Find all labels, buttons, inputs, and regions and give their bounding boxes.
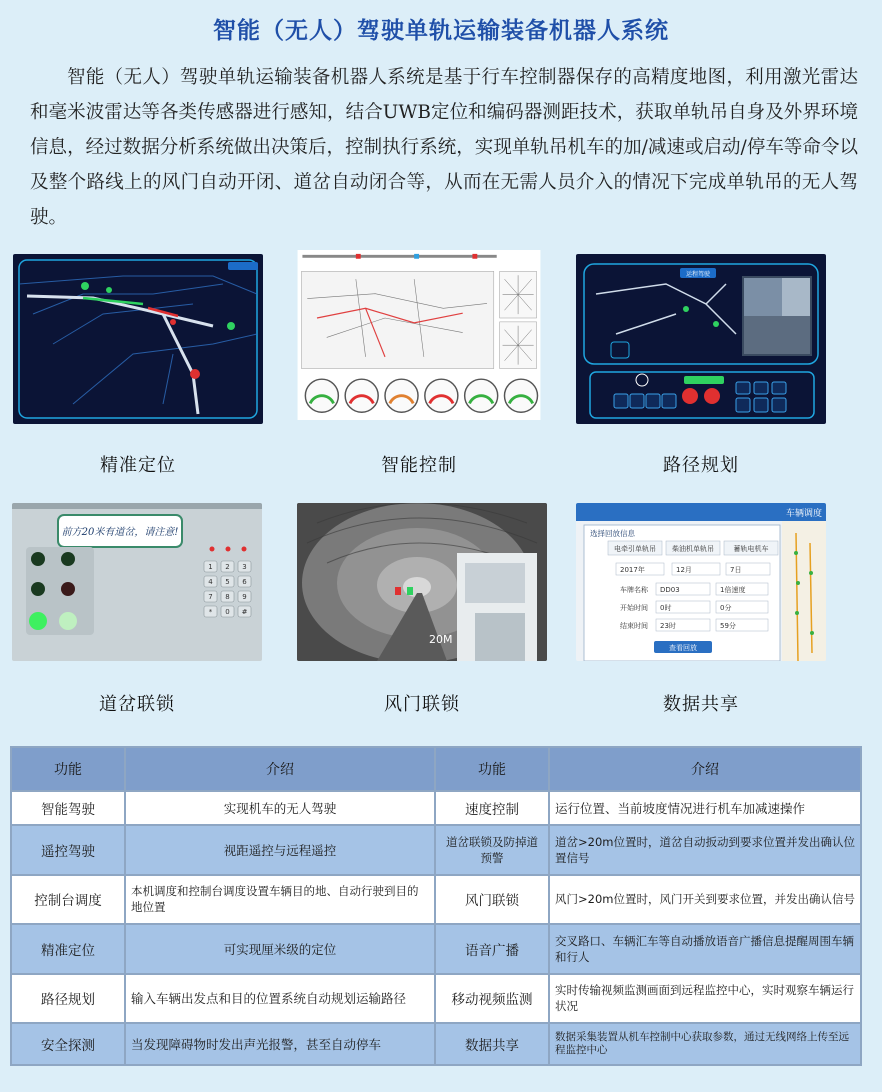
field-value[interactable]: 23时 [660, 622, 676, 630]
function-desc: 可实现厘米级的定位 [125, 924, 435, 974]
key-label: 1 [208, 563, 213, 571]
function-desc: 视距遥控与远程遥控 [125, 825, 435, 875]
key-label: # [241, 608, 248, 616]
figure-caption: 风门联锁 [384, 694, 460, 715]
field-label: 结束时间 [620, 622, 648, 630]
figure-path-planning [576, 254, 826, 424]
tunnel-image [297, 503, 547, 661]
path-planning-image [576, 254, 826, 424]
data-sharing-image [576, 503, 826, 661]
day-select[interactable]: 7日 [730, 566, 742, 574]
data-header-text: 车辆调度 [785, 509, 822, 519]
figure-caption: 数据共享 [663, 694, 739, 715]
figure-switch-interlock [12, 503, 262, 661]
function-desc: 运行位置、当前坡度情况进行机车加减速操作 [549, 791, 861, 825]
key-label: 5 [225, 578, 230, 586]
function-name: 道岔联锁及防掉道预警 [435, 825, 549, 875]
figure-precise-positioning [13, 254, 263, 424]
figure-caption: 精准定位 [100, 455, 176, 476]
table-row [11, 791, 861, 825]
function-desc: 道岔>20m位置时，道岔自动扳动到要求位置并发出确认位置信号 [549, 825, 861, 875]
playback-button[interactable]: 查看回放 [669, 644, 697, 652]
function-desc: 风门>20m位置时，风门开关到要求位置，并发出确认信号 [549, 875, 861, 925]
month-select[interactable]: 12月 [676, 566, 692, 574]
table-header-row [11, 747, 861, 791]
header-function: 功能 [435, 747, 549, 791]
key-label: * [208, 608, 213, 616]
table-row [11, 924, 861, 974]
function-name: 遥控驾驶 [11, 825, 125, 875]
key-label: 8 [225, 593, 230, 601]
dialog-tab[interactable]: 电牵引单轨吊 [614, 545, 656, 553]
control-dashboard-image [294, 250, 544, 420]
switch-warning-text: 前方20米有道岔，请注意! [61, 527, 179, 538]
positioning-map-image [13, 254, 263, 424]
field-extra[interactable]: 1倍速度 [720, 586, 746, 594]
function-name: 语音广播 [435, 924, 549, 974]
distance-label: 20M [429, 633, 453, 646]
function-desc: 本机调度和控制台调度设置车辆目的地、自动行驶到目的地位置 [125, 875, 435, 925]
table-row [11, 974, 861, 1024]
header-function: 功能 [11, 747, 125, 791]
dialog-title: 选择回放信息 [590, 529, 635, 538]
header-intro: 介绍 [549, 747, 861, 791]
dialog-tab[interactable]: 柴油机单轨吊 [672, 545, 714, 553]
header-intro: 介绍 [125, 747, 435, 791]
function-name: 速度控制 [435, 791, 549, 825]
field-extra[interactable]: 0分 [720, 604, 732, 612]
key-label: 3 [242, 563, 247, 571]
intro-paragraph: 智能（无人）驾驶单轨运输装备机器人系统是基于行车控制器保存的高精度地图，利用激光雷达和毫米波雷达等各类传感器进行感知，结合UWB定位和编码器测距技术，获取单轨吊自身及外界环境信息，经过数据分析系统做出决策后，控制执行系统，实现单轨吊机车的加/减速或启动/停车等命令以及整个路线上的风门自动开闭、道岔自动闭合等，从而在无需人员介入的情况下完成单轨吊的无人驾驶。 [30, 67, 858, 228]
figure-caption: 道岔联锁 [99, 694, 175, 715]
function-table [10, 746, 862, 1066]
path-header-text: 运程驾驶 [685, 271, 711, 278]
function-desc: 交叉路口、车辆汇车等自动播放语音广播信息提醒周围车辆和行人 [549, 924, 861, 974]
function-desc: 实时传输视频监测画面到远程监控中心，实时观察车辆运行状况 [549, 974, 861, 1024]
dialog-tab[interactable]: 蓄轨电机车 [733, 545, 769, 553]
function-name: 精准定位 [11, 924, 125, 974]
field-value[interactable]: 0时 [660, 604, 672, 612]
figure-data-sharing [576, 503, 826, 661]
key-label: 6 [242, 578, 247, 586]
function-desc: 输入车辆出发点和目的位置系统自动规划运输路径 [125, 974, 435, 1024]
field-label: 车牌名称 [620, 586, 648, 594]
function-name: 路径规划 [11, 974, 125, 1024]
function-name: 智能驾驶 [11, 791, 125, 825]
function-name: 风门联锁 [435, 875, 549, 925]
year-select[interactable]: 2017年 [620, 566, 645, 574]
function-name: 数据共享 [435, 1023, 549, 1065]
field-value[interactable]: DD03 [660, 586, 680, 594]
field-label: 开始时间 [620, 604, 648, 612]
table-row [11, 1023, 861, 1065]
function-name: 移动视频监测 [435, 974, 549, 1024]
field-extra[interactable]: 59分 [720, 622, 736, 630]
page-title: 智能（无人）驾驶单轨运输装备机器人系统 [213, 18, 669, 44]
table-row [11, 875, 861, 925]
key-label: 7 [208, 593, 213, 601]
function-name: 安全探测 [11, 1023, 125, 1065]
function-desc: 当发现障碍物时发出声光报警，甚至自动停车 [125, 1023, 435, 1065]
table-row [11, 825, 861, 875]
switch-panel-image [12, 503, 262, 661]
function-desc: 数据采集装置从机车控制中心获取参数，通过无线网络上传至远程监控中心 [549, 1023, 861, 1065]
key-label: 0 [225, 608, 230, 616]
key-label: 4 [208, 578, 213, 586]
function-name: 控制台调度 [11, 875, 125, 925]
figure-caption: 智能控制 [381, 455, 457, 476]
figure-caption: 路径规划 [663, 455, 739, 476]
key-label: 9 [242, 593, 247, 601]
figure-airdoor-interlock [297, 503, 547, 661]
function-desc: 实现机车的无人驾驶 [125, 791, 435, 825]
key-label: 2 [225, 563, 230, 571]
figure-smart-control [294, 250, 544, 420]
